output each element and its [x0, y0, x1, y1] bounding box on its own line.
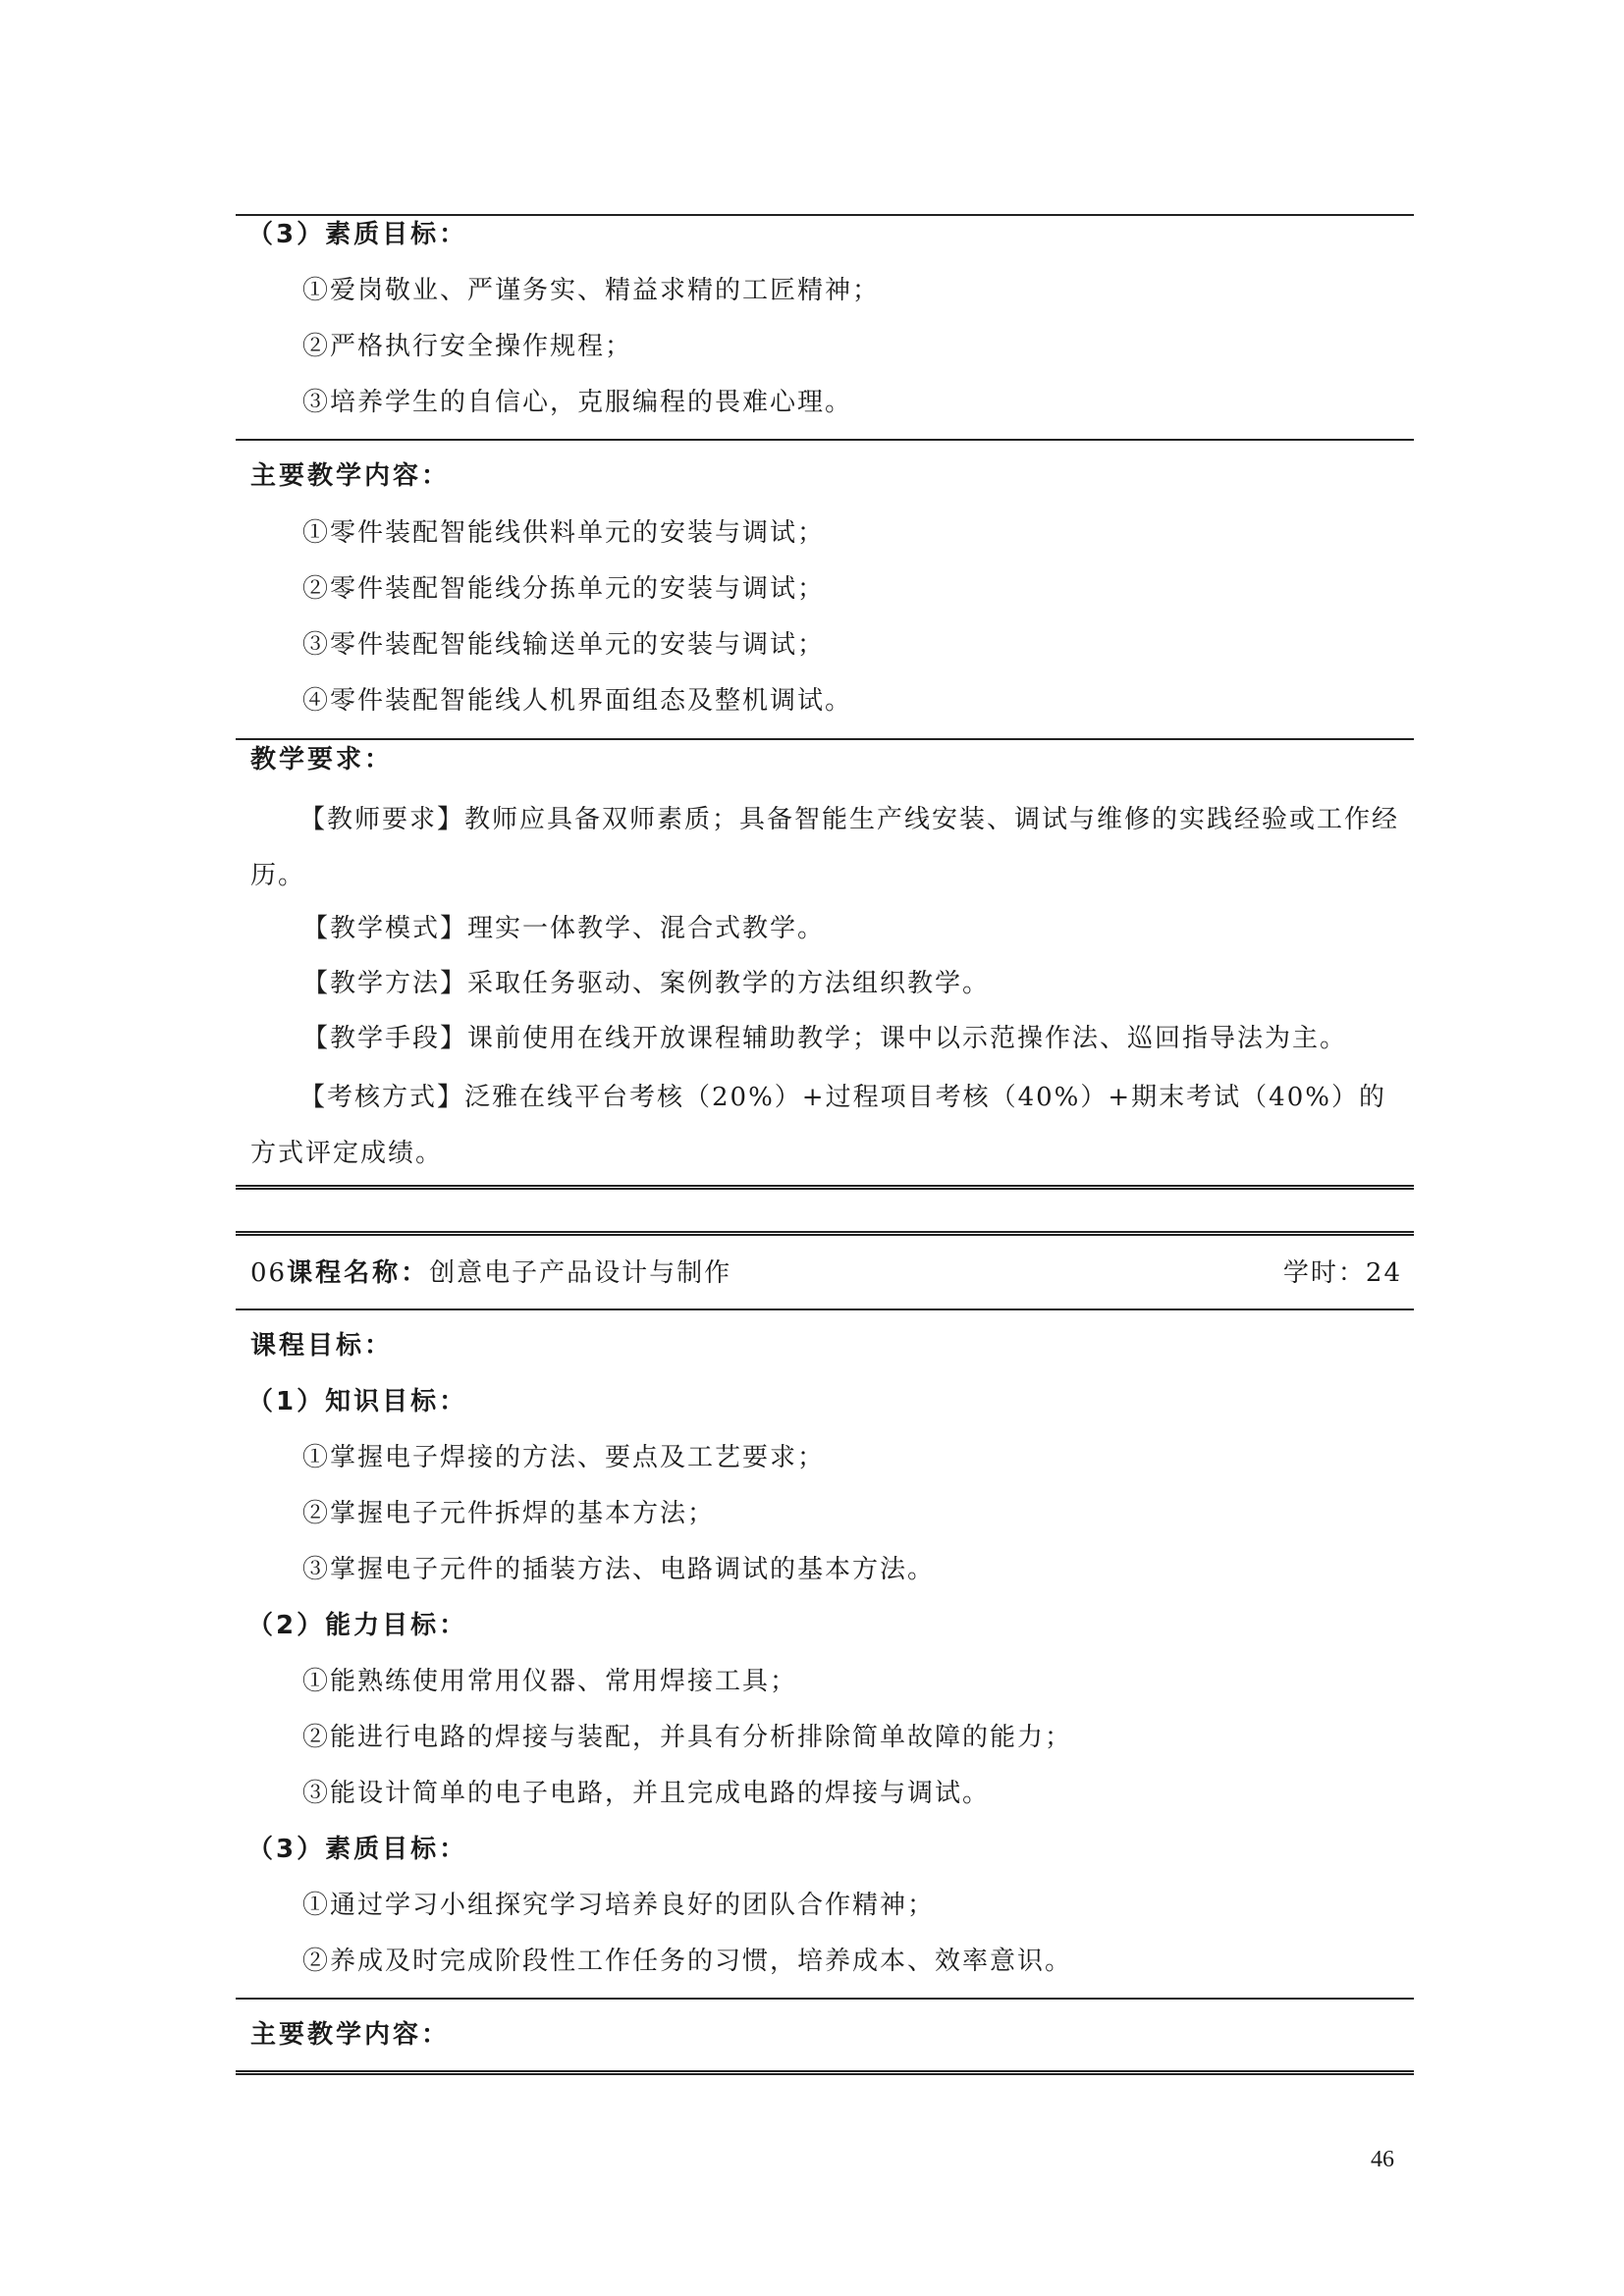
table-rule — [236, 738, 1414, 740]
course-name: 创意电子产品设计与制作 — [429, 1258, 732, 1288]
course-number: 06 — [250, 1258, 288, 1288]
list-item: ①零件装配智能线供料单元的安装与调试； — [302, 518, 826, 548]
quality-goal-heading: （3）素质目标： — [247, 220, 468, 249]
list-item: ③培养学生的自信心，克服编程的畏难心理。 — [302, 388, 853, 417]
requirement-teacher: 【教师要求】教师应具备双师素质；具备智能生产线安装、调试与维修的实践经验或工作经历。 — [250, 805, 1400, 890]
table-bottom-rule — [236, 1185, 1414, 1190]
teaching-requirements-heading: 教学要求： — [250, 745, 394, 774]
list-item: ②养成及时完成阶段性工作任务的习惯，培养成本、效率意识。 — [302, 1947, 1073, 1976]
list-item: ②能进行电路的焊接与装配，并具有分析排除简单故障的能力； — [302, 1723, 1073, 1752]
quality-goal-heading: （3）素质目标： — [247, 1835, 468, 1864]
teaching-content-heading: 主要教学内容： — [250, 461, 451, 491]
ability-goal-heading: （2）能力目标： — [247, 1611, 468, 1640]
list-item: ③零件装配智能线输送单元的安装与调试； — [302, 630, 826, 660]
requirement-assessment: 【考核方式】泛雅在线平台考核（20%）+过程项目考核（40%）+期末考试（40%）的方式评定成绩。 — [250, 1083, 1386, 1168]
requirement-mode: 【教学模式】理实一体教学、混合式教学。 — [302, 914, 826, 943]
course-name-label: 课程名称： — [287, 1258, 430, 1288]
table-top-rule — [236, 1231, 1414, 1236]
requirement-method: 【教学方法】采取任务驱动、案例教学的方法组织教学。 — [302, 969, 991, 998]
list-item: ②零件装配智能线分拣单元的安装与调试； — [302, 574, 826, 604]
table-rule — [236, 214, 1414, 216]
list-item: ①爱岗敬业、严谨务实、精益求精的工匠精神； — [302, 276, 881, 305]
course-goal-heading: 课程目标： — [250, 1331, 394, 1361]
page-number: 46 — [1371, 2147, 1394, 2172]
table-rule — [236, 1998, 1414, 2000]
list-item: ①能熟练使用常用仪器、常用焊接工具； — [302, 1667, 798, 1696]
course-hours: 学时：24 — [1282, 1258, 1402, 1288]
table-rule — [236, 439, 1414, 441]
course-title-row — [250, 1256, 731, 1290]
table-rule — [236, 1308, 1414, 1310]
list-item: ①掌握电子焊接的方法、要点及工艺要求； — [302, 1443, 826, 1472]
table-bottom-rule — [236, 2070, 1414, 2075]
list-item: ②严格执行安全操作规程； — [302, 332, 633, 361]
list-item: ③能设计简单的电子电路，并且完成电路的焊接与调试。 — [302, 1779, 991, 1808]
list-item: ③掌握电子元件的插装方法、电路调试的基本方法。 — [302, 1555, 936, 1584]
knowledge-goal-heading: （1）知识目标： — [247, 1387, 468, 1416]
list-item: ④零件装配智能线人机界面组态及整机调试。 — [302, 686, 853, 716]
requirement-means: 【教学手段】课前使用在线开放课程辅助教学；课中以示范操作法、巡回指导法为主。 — [302, 1024, 1348, 1053]
teaching-content-heading: 主要教学内容： — [250, 2020, 451, 2050]
list-item: ②掌握电子元件拆焊的基本方法； — [302, 1499, 716, 1528]
list-item: ①通过学习小组探究学习培养良好的团队合作精神； — [302, 1891, 936, 1920]
